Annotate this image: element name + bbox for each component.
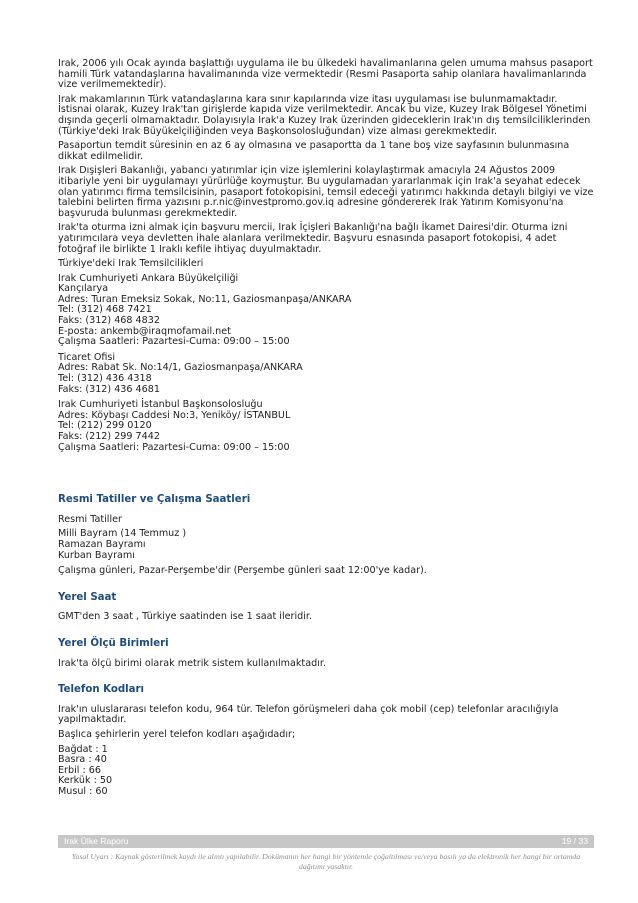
embassy-address: Adres: Turan Emeksiz Sokak, No:11, Gaziosmanpaşa/ANKARA [58,293,352,305]
consulate-name: Irak Cumhuriyeti İstanbul Başkonsolosluğu [58,399,263,411]
holiday-item: Milli Bayram (14 Temmuz ) [58,528,187,540]
paragraph-passport-validity: Pasaportun temdit süresinin en az 6 ay olmasına ve pasaportta da 1 tane boş vize sayfasının bulunmasına dikkat edilmelidir. [58,140,570,162]
phone-code-item: Kerkük : 50 [58,775,113,787]
footer-report-title: Irak Ülke Raporu [64,836,129,846]
embassy-name: Irak Cumhuriyeti Ankara Büyükelçiliği [58,272,239,284]
work-days-text: Çalışma günleri, Pazar-Perşembe'dir (Perşembe günleri saat 12:00'ye kadar). [58,565,427,577]
trade-office-block [58,353,594,395]
page-content [58,59,594,802]
paragraph-investor-visa: Irak Dışişleri Bakanlığı, yabancı yatırımlar için vize işlemlerini kolaylaştırmak amacıyla 24 Ağustos 2009 itibariyle yeni bir uygulamayı yürürlüğe koymuştur. Bu uygulamadan yararlanmak için Irak'a seyahat edecek olan yatırımcı firma temsilcisinin, pasaport fotokopisini, temsil edeceği yatırımcı hakkında detaylı bilgiyi ve vize talebini belirten firma yazısını p.r.nic@investpromo.gov.iq adresine göndererek Irak Yatırım Komisyonu'na başvuruda bulunması gerekmektedir. [58,165,594,219]
consulate-istanbul-block [58,400,594,453]
holiday-item: Kurban Bayramı [58,549,135,561]
footer-page-number: 19 / 33 [561,836,588,846]
consulate-hours: Çalışma Saatleri: Pazartesi-Cuma: 09:00 – 15:00 [58,441,290,453]
heading-holidays: Resmi Tatiller ve Çalışma Saatleri [58,494,251,506]
trade-office-fax: Faks: (312) 436 4681 [58,383,160,395]
embassy-email: E-posta: ankemb@iraqmofamail.net [58,325,231,337]
phone-code-item: Basra : 40 [58,754,107,766]
paragraph-visa-airport: Irak, 2006 yılı Ocak ayında başlattığı uygulama ile bu ülkedeki havalimanlarına gelen umuma mahsus pasaport hamili Türk vatandaşlarına havalimanında vize vermektedir (Resmi Pasaporta sahip olanlara havalimanlarında vize verilmemektedir). [58,58,593,91]
phone-codes-list [58,745,594,798]
paragraph-residence-permit: Irak'ta oturma izni almak için başvuru mercii, Irak İçişleri Bakanlığı'na bağlı İkamet Dairesi'dir. Oturma izni yatırımcılara veya devletten ihale alanlara verilmektedir. Başvuru esnasında pasaport fotokopisi, 4 adet fotoğraf ile birlikte 1 Iraklı kefile ihtiyaç duyulmaktadır. [58,222,568,255]
embassy-ankara-block [58,274,594,348]
consulate-fax: Faks: (212) 299 7442 [58,431,160,442]
phone-code-item: Erbil : 66 [58,764,101,776]
phone-code-item: Musul : 60 [58,785,108,797]
trade-office-address: Adres: Rabat Sk. No:14/1, Gaziosmanpaşa/ANKARA [58,362,303,374]
heading-local-time: Yerel Saat [58,591,117,603]
units-text: Irak'ta ölçü birimi olarak metrik sistem kullanılmaktadır. [58,657,326,669]
heading-phone-codes: Telefon Kodları [58,684,145,696]
embassy-hours: Çalışma Saatleri: Pazartesi-Cuma: 09:00 – 15:00 [58,336,290,348]
holidays-subtitle: Resmi Tatiller [58,513,122,525]
holidays-list [58,529,594,561]
embassy-fax: Faks: (312) 468 4832 [58,315,160,327]
representations-title: Türkiye'deki Irak Temsilcilikleri [58,258,204,270]
consulate-address: Adres: Köybaşı Caddesi No:3, Yeniköy/ İSTANBUL [58,409,291,421]
embassy-phone: Tel: (312) 468 7421 [58,304,152,316]
heading-units: Yerel Ölçü Birimleri [58,637,169,649]
phone-text-local: Başlıca şehirlerin yerel telefon kodları aşağıdadır; [58,728,296,740]
holiday-item: Ramazan Bayramı [58,538,146,550]
phone-code-item: Bağdat : 1 [58,743,108,755]
trade-office-name: Ticaret Ofisi [58,351,116,363]
paragraph-visa-land-border: Irak makamlarının Türk vatandaşlarına kara sınır kapılarında vize itası uygulaması ise bulunmamaktadır. İstisnai olarak, Kuzey Irak'tan girişlerde kapıda vize verilmektedir. Ancak bu vize, Kuzey Irak Bölgesel Yönetimi dışında geçerli olmamaktadır. Dolayısıyla Irak'a Kuzey Irak üzerinden gideceklerin Irak'ın dış temsilciliklerinden (Türkiye'deki Irak Büyükelçiliğinden veya Başkonsolosluğundan) vize alması gerekmektedir. [58,93,591,137]
embassy-chancery: Kançılarya [58,283,109,295]
consulate-phone: Tel: (212) 299 0120 [58,420,152,432]
local-time-text: GMT'den 3 saat , Türkiye saatinden ise 1 saat ileridir. [58,611,313,623]
phone-text-international: Irak'ın uluslararası telefon kodu, 964 tür. Telefon görüşmeleri daha çok mobil (cep) telefonlar aracılığıyla yapılmaktadır. [58,703,559,726]
legal-disclaimer: Yasal Uyarı : Kaynak gösterilmek kaydı ile alıntı yapılabilir. Dokümanın her hangi bir yöntemle çoğaltılması ve/veya basılı ya da elektronik her hangi bir ortamda dağıtımı yasaktır. [71,852,581,871]
trade-office-phone: Tel: (312) 436 4318 [58,373,152,385]
footer-bar [58,835,594,848]
